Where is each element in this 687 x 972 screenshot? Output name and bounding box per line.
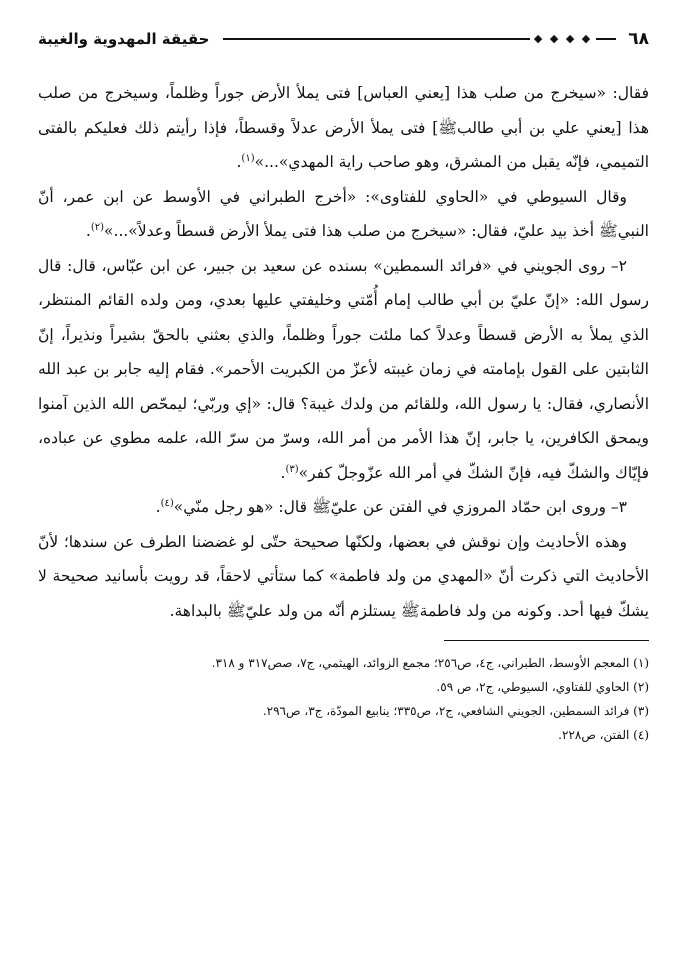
paragraph: وهذه الأحاديث وإن نوقش في بعضها، ولكنّها صحيحة حتّى لو غضضنا الطرف عن سندها؛ لأنّ الأحاديث التي ذكرت أنّ «المهدي من ولد فاطمة» كما ستأتي لاحقاً، قد رويت بأسانيد صحيحة لا يشكّ فيها أحد. وكونه من ولد فاطمةﷺ يستلزم أنّه من ولد عليّﷺ بالبداهة. [38, 532, 649, 620]
footnote: (١) المعجم الأوسط، الطبراني، ج٤، ص٢٥٦؛ مجمع الزوائد، الهيثمي، ج٧، صص٣١٧ و ٣١٨. [211, 656, 649, 670]
page-header [38, 26, 649, 52]
footnote-ref: (٤) [160, 497, 174, 509]
paragraph: ٣– وروى ابن حمّاد المروزي في الفتن عن عليّﷺ قال: «هو رجل منّي»$^{(٤)}$. [155, 497, 627, 516]
paragraph: فقال: «سيخرج من صلب هذا [يعني العباس] فتى يملأ الأرض جوراً وظلماً، وسيخرج من صلب هذا [يعني علي بن أبي طالبﷺ] فتى يملأ الأرض عدلاً وقسطاً، فإذا رأيتم ذلك فعليكم بالفتى التميمي، فإنّه يقبل من المشرق، وهو صاحب راية المهدي»...»$^{(١)}$. [38, 84, 649, 171]
footnote-ref: (٣) [285, 463, 299, 475]
running-title: حقيقة المهدوية والغيبة [38, 30, 210, 48]
header-rule [223, 32, 616, 45]
footnote-ref: (١) [241, 152, 255, 164]
page-number: ٦٨ [628, 29, 649, 49]
main-text [38, 76, 649, 628]
paragraph: وقال السيوطي في «الحاوي للفتاوى»: «أخرج الطبراني في الأوسط عن ابن عمر، أنّ النبيﷺ أخذ بيد عليّ، فقال: «سيخرج من صلب هذا فتى يملأ الأرض قسطاً وعدلاً»...»$^{(٢)}$. [38, 187, 649, 240]
footnote-separator [444, 640, 649, 641]
footnote-ref: (٢) [90, 221, 105, 233]
footnotes [38, 651, 649, 747]
footnote: (٤) الفتن، ص٢٢٨. [558, 728, 649, 742]
footnote: (٢) الحاوي للفتاوي، السيوطي، ج٢، ص ٥٩. [436, 680, 649, 694]
footnote: (٣) فرائد السمطين، الجويني الشافعي، ج٢، ص٣٣٥؛ ينابيع المودّة، ج٣، ص٢٩٦. [262, 704, 649, 718]
paragraph: ٢– روى الجويني في «فرائد السمطين» بسنده عن سعيد بن جبير، عن ابن عبّاس، قال: قال رسول الله: «إنّ عليّ بن أبي طالب إمام أُمّتي وخليفتي عليها بعدي، ومن ولده القائم المنتظر، الذي يملأ به الأرض قسطاً وعدلاً كما ملئت جوراً وظلماً، والذي بعثني بالحقّ بشيراً ونذيراً، إنّ الثابتين على القول بإمامته في زمان غيبته لأعزّ من الكبريت الأحمر». فقام إليه جابر بن عبد الله الأنصاري، فقال: يا رسول الله، وللقائم من ولدك غيبة؟ قال: «إي وربّي؛ ليمحّص الله الذين آمنوا ويمحق الكافرين، يا جابر، إنّ هذا الأمر من أمر الله، وسرّ من سرّ الله، علمه مطوي عن عباده، فإيّاك والشكّ فيه، فإنّ الشكّ في أمر الله عزّوجلّ كفر»$^{(٣)}$. [38, 256, 649, 482]
header-ornament-dots: ◆ ◆ ◆ ◆ [530, 33, 596, 45]
book-page [38, 26, 649, 972]
